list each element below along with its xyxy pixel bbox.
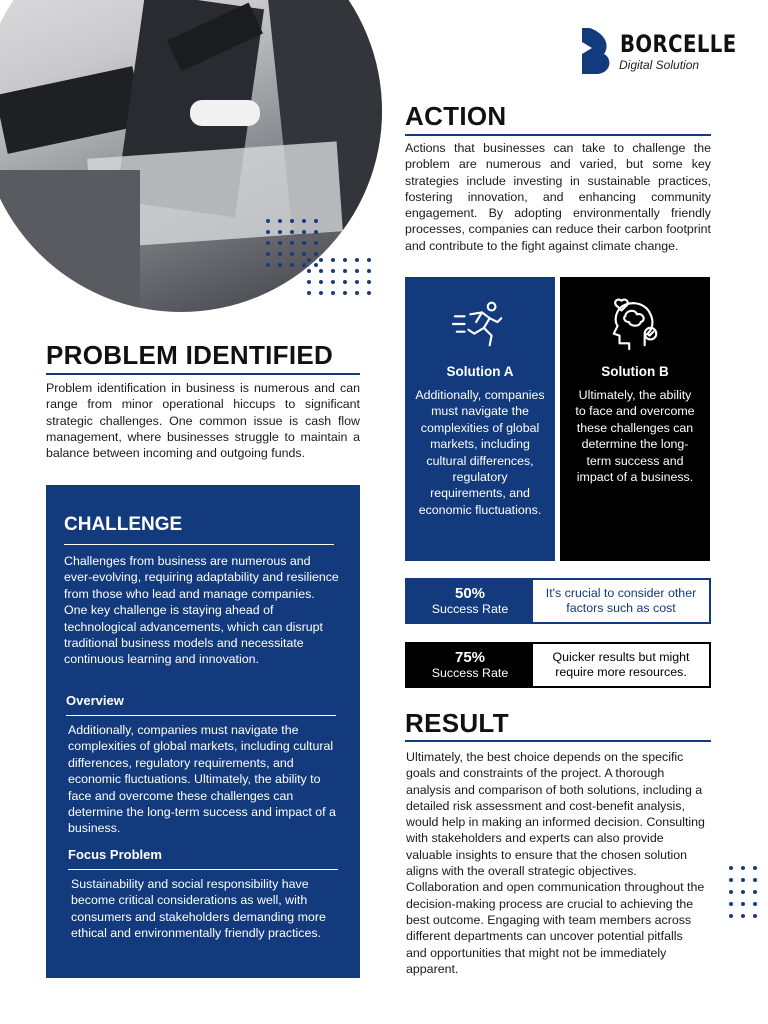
challenge-title: CHALLENGE	[64, 514, 183, 535]
stat-box-2	[405, 642, 711, 688]
dot	[753, 878, 757, 882]
dot	[729, 890, 733, 894]
result-title: RESULT	[405, 708, 509, 738]
focus-problem-text: Sustainability and social responsibility have become critical considerations as well, with consumers and stakeholders demanding more ethical and environmentally friendly practices.	[71, 877, 326, 941]
dot	[290, 230, 294, 234]
dot	[307, 280, 311, 284]
dot	[367, 280, 371, 284]
challenge-rule	[64, 544, 334, 545]
dot	[302, 263, 306, 267]
dot	[302, 230, 306, 234]
dot	[367, 269, 371, 273]
dot	[290, 252, 294, 256]
dot	[753, 890, 757, 894]
dot	[753, 914, 757, 918]
dot	[290, 219, 294, 223]
result-text: Ultimately, the best choice depends on the specific goals and constraints of the project. A thorough analysis and comparison of both solutions, including a detailed risk assessment and cost-benefit analysis, would help in making an informed decision. Consulting with stakeholders and experts can also provide valuable insights to ensure that the chosen solution aligns with the overall strategic objectives. Collaboration and open communication throughout the decision-making process are crucial to achieving the best outcome. Engaging with team members across different departments can uncover potential pitfalls and opportunities that might not be immediately apparent.	[406, 750, 705, 976]
dot	[307, 258, 311, 262]
stat-1-note: It's crucial to consider other factors such as cost	[533, 580, 709, 622]
dot	[741, 878, 745, 882]
dot-pattern-bottom-right	[729, 866, 757, 918]
solution-b-title: Solution B	[601, 364, 669, 379]
challenge-text: Challenges from business are numerous and ever-evolving, requiring adaptability and resilience from those who lead and manage companies. One key challenge is staying ahead of technological advancements, which can disrupt traditional business models and necessitate continuous learning and innovation.	[64, 554, 339, 667]
dot	[302, 252, 306, 256]
stat-box-1	[405, 578, 711, 624]
stat-2-note: Quicker results but might require more resources.	[533, 644, 709, 686]
dot	[314, 252, 318, 256]
dot	[302, 241, 306, 245]
dot	[266, 252, 270, 256]
solution-b-text: Ultimately, the ability to face and overcome these challenges can determine the long-term success and impact of a business.	[575, 388, 695, 485]
stat-2-percent: 75%	[454, 649, 486, 666]
dot-pattern-top-right	[307, 258, 371, 295]
dot	[367, 258, 371, 262]
dot	[266, 219, 270, 223]
dot	[355, 258, 359, 262]
challenge-box	[46, 485, 360, 978]
overview-text: Additionally, companies must navigate the complexities of global markets, including cultural differences, regulatory requirements, and economic fluctuations. Ultimately, the ability to face and overcome these challenges can determine the long-term success and impact of a business.	[68, 723, 336, 836]
dot	[290, 263, 294, 267]
dot	[319, 269, 323, 273]
action-rule	[405, 134, 711, 136]
dot	[319, 291, 323, 295]
dot	[278, 263, 282, 267]
dot	[307, 269, 311, 273]
dot	[355, 280, 359, 284]
dot	[314, 230, 318, 234]
dot	[307, 291, 311, 295]
dot	[729, 902, 733, 906]
stat-1-label: Success Rate	[431, 602, 509, 616]
problem-rule	[46, 373, 360, 375]
dot	[314, 219, 318, 223]
dot	[343, 269, 347, 273]
action-text: Actions that businesses can take to challenge the problem are numerous and varied, but some key strategies include investing in sustainable practices, fostering innovation, and enhancing community engagement. By adopting environmentally friendly processes, companies can reduce their carbon footprint and contribute to the fight against climate change.	[405, 141, 711, 253]
solution-a-card	[405, 277, 555, 561]
dot	[355, 291, 359, 295]
dot	[355, 269, 359, 273]
problem-title: PROBLEM IDENTIFIED	[46, 340, 334, 370]
dot	[278, 252, 282, 256]
dot	[741, 866, 745, 870]
dot	[729, 866, 733, 870]
dot	[741, 902, 745, 906]
dot	[331, 291, 335, 295]
dot	[290, 241, 294, 245]
dot	[741, 890, 745, 894]
dot	[331, 280, 335, 284]
overview-title: Overview	[66, 693, 124, 708]
dot	[343, 258, 347, 262]
stat-2-label: Success Rate	[431, 666, 509, 680]
dot	[753, 902, 757, 906]
result-rule	[405, 740, 711, 742]
dot	[266, 263, 270, 267]
dot	[319, 258, 323, 262]
dot	[367, 291, 371, 295]
dot	[741, 914, 745, 918]
solution-a-title: Solution A	[446, 364, 514, 379]
dot	[753, 866, 757, 870]
solution-a-text: Additionally, companies must navigate the complexities of global markets, including cultural differences, regulatory requirements, and economic fluctuations.	[415, 388, 545, 517]
dot	[331, 258, 335, 262]
running-person-icon	[451, 295, 509, 353]
dot	[314, 241, 318, 245]
dot	[729, 914, 733, 918]
dot	[278, 230, 282, 234]
dot	[278, 241, 282, 245]
dot	[302, 219, 306, 223]
dot	[266, 230, 270, 234]
dot	[266, 241, 270, 245]
dot	[343, 280, 347, 284]
dot	[343, 291, 347, 295]
dot	[319, 280, 323, 284]
stat-1-percent: 50%	[454, 585, 486, 602]
dot	[729, 878, 733, 882]
action-title: ACTION	[405, 101, 507, 131]
problem-text: Problem identification in business is numerous and can range from minor operational hiccups to significant strategic challenges. One common issue is cash flow management, where businesses struggle to maintain a balance between incoming and outgoing funds.	[46, 381, 360, 461]
solution-b-card	[560, 277, 710, 561]
focus-problem-title: Focus Problem	[68, 847, 162, 862]
head-idea-icon	[606, 295, 664, 353]
dot	[278, 219, 282, 223]
overview-rule	[66, 715, 336, 716]
brand-name: BORCELLE	[620, 30, 737, 58]
focus-problem-rule	[68, 869, 338, 870]
brand-tagline: Digital Solution	[619, 58, 700, 72]
dot	[331, 269, 335, 273]
borcelle-logo-icon	[582, 28, 612, 74]
